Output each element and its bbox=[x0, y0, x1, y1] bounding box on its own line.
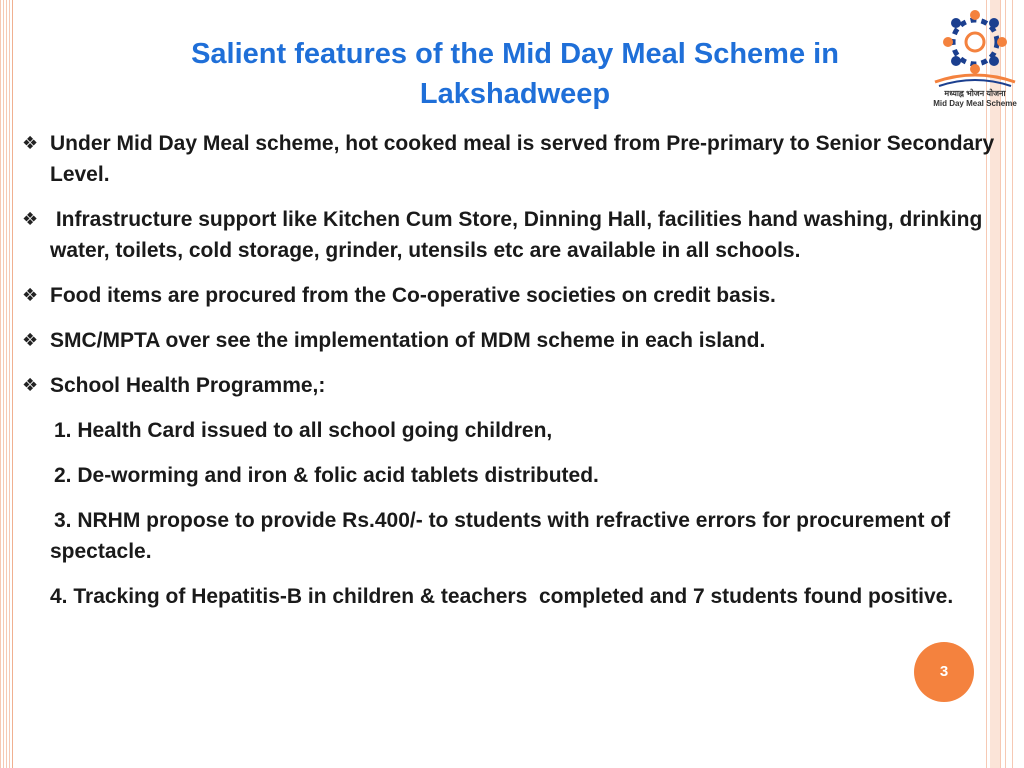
bullet-item bbox=[22, 325, 997, 356]
bullet-text: Food items are procured from the Co-operative societies on credit basis. bbox=[50, 284, 776, 307]
health-item bbox=[22, 581, 997, 612]
logo-hindi-text: मध्याह्न भोजन योजना bbox=[944, 89, 1006, 98]
left-decorative-border bbox=[0, 0, 13, 768]
health-item bbox=[22, 505, 997, 567]
bullet-text: Infrastructure support like Kitchen Cum Store, Dinning Hall, facilities hand washing, drinking water, toilets, cold storage, grinder, utensils etc are available in all schools. bbox=[50, 208, 989, 262]
health-item bbox=[22, 415, 997, 446]
logo-english-text: Mid Day Meal Scheme bbox=[933, 99, 1017, 108]
bullet-item bbox=[22, 128, 997, 190]
mdm-logo bbox=[925, 2, 1024, 110]
diamond-bullet-icon: ❖ bbox=[22, 285, 39, 305]
health-item-text: 2. De-worming and iron & folic acid tablets distributed. bbox=[54, 464, 599, 487]
bullet-text: School Health Programme,: bbox=[50, 374, 326, 397]
bullet-text: Under Mid Day Meal scheme, hot cooked meal is served from Pre-primary to Senior Secondary Level. bbox=[50, 132, 995, 186]
diamond-bullet-icon: ❖ bbox=[22, 209, 39, 229]
slide-content bbox=[22, 128, 997, 626]
bullet-item bbox=[22, 204, 997, 266]
health-item-text bbox=[50, 505, 997, 567]
bullet-text: SMC/MPTA over see the implementation of MDM scheme in each island. bbox=[50, 329, 766, 352]
health-item-text-span: 3. NRHM propose to provide Rs.400/- to students with refractive errors for procurement of spectacle. bbox=[50, 509, 951, 563]
diamond-bullet-icon: ❖ bbox=[22, 375, 39, 395]
health-item bbox=[22, 460, 997, 491]
mdm-logo-icon bbox=[925, 2, 1024, 88]
slide-title: Salient features of the Mid Day Meal Scheme in Lakshadweep bbox=[191, 38, 839, 110]
bullet-item bbox=[22, 370, 997, 401]
health-item-text: 1. Health Card issued to all school going children, bbox=[54, 419, 553, 442]
page-number-badge: 3 bbox=[914, 642, 974, 702]
diamond-bullet-icon: ❖ bbox=[22, 133, 39, 153]
diamond-bullet-icon: ❖ bbox=[22, 330, 39, 350]
bullet-item bbox=[22, 280, 997, 311]
health-item-text: 4. Tracking of Hepatitis-B in children & teachers completed and 7 students found positive. bbox=[50, 585, 954, 608]
